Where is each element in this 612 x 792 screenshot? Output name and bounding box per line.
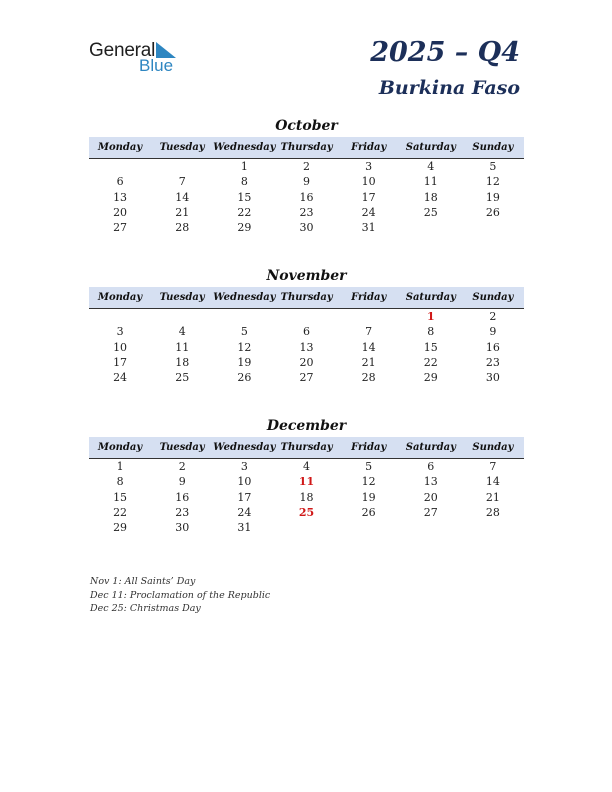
weekday-header: Tuesday (159, 142, 205, 153)
day-cell: 31 (237, 521, 252, 535)
day-cell: 14 (175, 190, 190, 204)
day-cell: 20 (299, 355, 314, 369)
month-november (89, 266, 524, 385)
day-cell: 15 (423, 340, 438, 354)
day-cell: 23 (299, 205, 314, 219)
week-row (89, 159, 524, 174)
holiday-note: Dec 11: Proclamation of the Republic (90, 589, 271, 601)
week-row (89, 370, 524, 385)
week-row (89, 205, 524, 220)
day-cell: 24 (237, 505, 252, 519)
day-cell: 26 (237, 371, 252, 385)
month-october (89, 116, 524, 235)
day-cell: 16 (485, 340, 500, 354)
weekday-header: Thursday (280, 142, 333, 153)
day-cell: 20 (113, 205, 128, 219)
empty-day-cell (151, 159, 213, 174)
day-cell: 23 (485, 355, 500, 369)
day-cell: 15 (113, 490, 128, 504)
day-cell: 6 (427, 460, 435, 473)
day-cell: 19 (361, 490, 376, 504)
day-cell: 15 (237, 190, 252, 204)
day-cell: 9 (489, 325, 497, 339)
day-cell: 31 (361, 221, 376, 235)
day-cell: 18 (423, 190, 438, 204)
day-cell: 7 (365, 325, 373, 339)
day-cell: 25 (423, 205, 438, 219)
empty-day-cell (89, 309, 151, 324)
day-cell: 22 (423, 355, 438, 369)
week-row (89, 324, 524, 339)
day-cell: 3 (116, 325, 124, 339)
page-title: 2025 – Q4 (370, 37, 520, 68)
day-cell: 6 (116, 175, 124, 189)
day-cell: 22 (237, 205, 252, 219)
weekday-header: Wednesday (213, 292, 276, 303)
empty-day-cell (338, 309, 400, 324)
weekday-header: Tuesday (159, 442, 205, 453)
weekday-header: Friday (351, 442, 387, 453)
day-cell: 25 (175, 371, 190, 385)
day-cell: 11 (423, 175, 438, 189)
day-cell: 4 (178, 325, 186, 339)
logo-text-general: General (89, 40, 156, 61)
weekday-header: Sunday (472, 442, 514, 453)
day-cell: 3 (365, 160, 373, 173)
empty-day-cell (89, 159, 151, 174)
day-cell: 12 (237, 340, 252, 354)
day-cell: 20 (423, 490, 438, 504)
day-cell: 5 (365, 460, 373, 473)
weekday-header: Thursday (280, 292, 333, 303)
day-cell: 18 (175, 355, 190, 369)
weekday-header: Saturday (405, 442, 456, 453)
weekday-header-row (89, 287, 524, 309)
weekday-header: Saturday (405, 142, 456, 153)
day-cell: 16 (175, 490, 190, 504)
weekday-header: Monday (97, 292, 143, 303)
day-cell: 12 (485, 175, 500, 189)
month-december (89, 416, 524, 535)
day-cell: 13 (299, 340, 314, 354)
weekday-header: Monday (97, 142, 143, 153)
day-cell: 2 (302, 160, 310, 173)
day-cell: 29 (237, 221, 252, 235)
day-cell: 5 (240, 325, 248, 339)
week-row (89, 474, 524, 489)
empty-day-cell (151, 309, 213, 324)
day-cell: 4 (302, 460, 310, 473)
day-cell: 1 (426, 310, 435, 323)
day-cell: 10 (113, 340, 128, 354)
weekday-header: Friday (351, 292, 387, 303)
day-cell: 2 (178, 460, 186, 473)
weekday-header: Wednesday (213, 442, 276, 453)
day-cell: 30 (299, 221, 314, 235)
holiday-note: Dec 25: Christmas Day (90, 603, 201, 614)
day-cell: 18 (299, 490, 314, 504)
day-cell: 7 (178, 175, 186, 189)
empty-day-cell (400, 220, 462, 235)
week-row (89, 190, 524, 205)
weekday-header: Monday (97, 442, 143, 453)
day-cell: 1 (116, 460, 124, 473)
month-title: November (266, 268, 347, 284)
week-row (89, 309, 524, 324)
day-cell: 9 (302, 175, 310, 189)
logo-text-blue: Blue (139, 56, 174, 75)
day-cell: 8 (427, 325, 435, 339)
day-cell: 19 (237, 355, 252, 369)
day-cell: 8 (116, 475, 124, 489)
empty-day-cell (338, 520, 400, 535)
day-cell: 2 (489, 310, 497, 323)
day-cell: 12 (361, 475, 376, 489)
day-cell: 11 (298, 475, 315, 489)
weekday-header: Wednesday (213, 142, 276, 153)
day-cell: 21 (175, 205, 190, 219)
empty-day-cell (462, 520, 524, 535)
week-row (89, 174, 524, 189)
day-cell: 22 (113, 505, 128, 519)
holiday-notes (90, 575, 270, 616)
day-cell: 10 (237, 475, 252, 489)
weekday-header-row (89, 137, 524, 159)
day-cell: 11 (175, 340, 190, 354)
day-cell: 7 (489, 460, 497, 473)
weekday-header: Sunday (472, 142, 514, 153)
day-cell: 23 (175, 505, 190, 519)
empty-day-cell (275, 520, 337, 535)
day-cell: 26 (361, 505, 376, 519)
empty-day-cell (275, 309, 337, 324)
weekday-header: Friday (351, 142, 387, 153)
day-cell: 27 (423, 505, 438, 519)
day-cell: 21 (485, 490, 500, 504)
day-cell: 25 (298, 505, 315, 519)
day-cell: 4 (427, 160, 435, 173)
day-cell: 1 (240, 160, 248, 173)
day-cell: 17 (361, 190, 376, 204)
day-cell: 28 (361, 371, 376, 385)
day-cell: 17 (237, 490, 252, 504)
day-cell: 16 (299, 190, 314, 204)
day-cell: 8 (240, 175, 248, 189)
week-row (89, 459, 524, 474)
day-cell: 26 (485, 205, 500, 219)
day-cell: 27 (113, 221, 128, 235)
empty-day-cell (462, 220, 524, 235)
weekday-header: Sunday (472, 292, 514, 303)
day-cell: 28 (175, 221, 190, 235)
weekday-header-row (89, 437, 524, 459)
day-cell: 30 (485, 371, 500, 385)
week-row (89, 355, 524, 370)
week-row (89, 490, 524, 505)
day-cell: 29 (423, 371, 438, 385)
day-cell: 29 (113, 521, 128, 535)
day-cell: 9 (178, 475, 186, 489)
month-title: October (275, 118, 338, 134)
month-title: December (266, 418, 347, 434)
day-cell: 13 (423, 475, 438, 489)
day-cell: 24 (361, 205, 376, 219)
day-cell: 10 (361, 175, 376, 189)
day-cell: 30 (175, 521, 190, 535)
country-name: Burkina Faso (378, 77, 520, 99)
week-row (89, 520, 524, 535)
day-cell: 17 (113, 355, 128, 369)
weekday-header: Saturday (405, 292, 456, 303)
day-cell: 27 (299, 371, 314, 385)
day-cell: 3 (240, 460, 248, 473)
empty-day-cell (213, 309, 275, 324)
day-cell: 21 (361, 355, 376, 369)
holiday-note: Nov 1: All Saints’ Day (90, 576, 196, 587)
day-cell: 14 (361, 340, 376, 354)
week-row (89, 340, 524, 355)
day-cell: 14 (485, 475, 500, 489)
logo (89, 40, 189, 76)
day-cell: 5 (489, 160, 497, 173)
empty-day-cell (400, 520, 462, 535)
weekday-header: Thursday (280, 442, 333, 453)
week-row (89, 505, 524, 520)
day-cell: 19 (485, 190, 500, 204)
day-cell: 13 (113, 190, 128, 204)
day-cell: 24 (113, 371, 128, 385)
day-cell: 6 (302, 325, 310, 339)
weekday-header: Tuesday (159, 292, 205, 303)
day-cell: 28 (485, 505, 500, 519)
week-row (89, 220, 524, 235)
